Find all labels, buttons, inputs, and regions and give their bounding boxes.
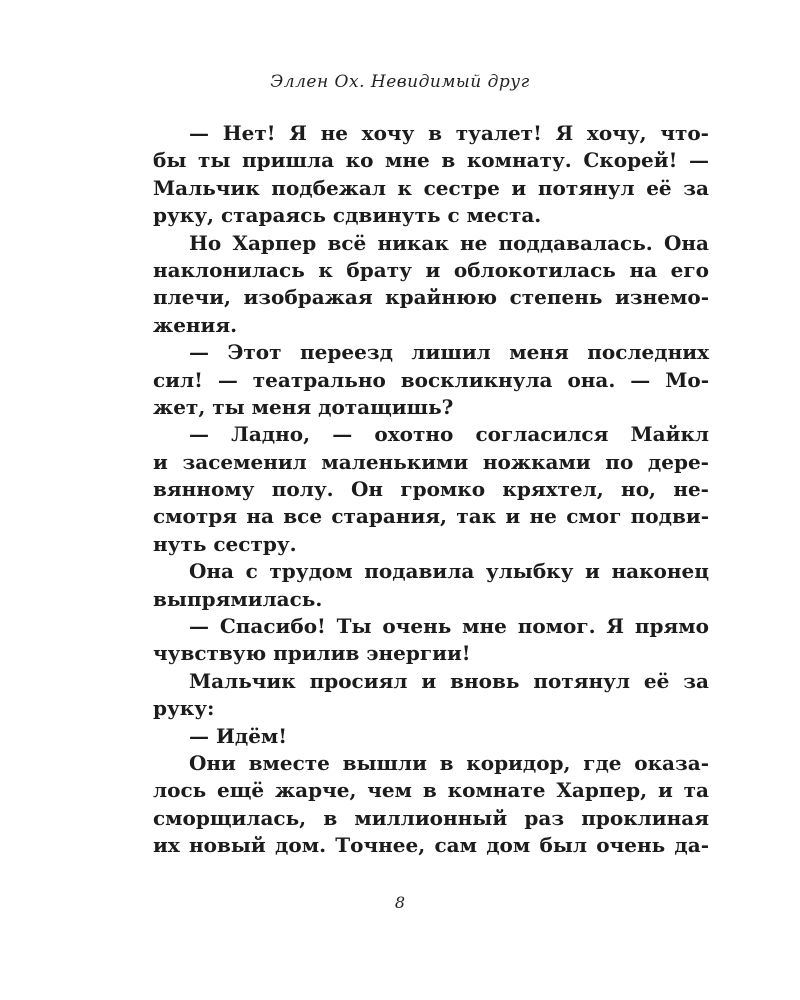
text-line: — Спасибо! Ты очень мне помог. Я прямо: [189, 614, 709, 639]
text-line: Мальчик подбежал к сестре и потянул её за: [153, 175, 709, 200]
text-line: бы ты пришла ко мне в комнату. Скорей! —: [153, 148, 709, 173]
text-line: чувствую прилив энергии!: [153, 641, 471, 666]
text-line: нуть сестру.: [153, 531, 297, 556]
page-number: 8: [394, 893, 406, 912]
body-text: [153, 120, 709, 860]
text-line: наклонилась к брату и облокотилась на его: [153, 257, 709, 282]
text-line: Но Харпер всё никак не поддавалась. Она: [189, 230, 709, 255]
text-line: — Ладно, — охотно согласился Майкл: [189, 422, 709, 447]
text-line: Она с трудом подавила улыбку и наконец: [189, 559, 709, 584]
text-line: сморщилась, в миллионный раз проклиная: [153, 805, 709, 830]
text-line: плечи, изображая крайнюю степень изнемо-: [153, 285, 709, 310]
running-head: Эллен Ох. Невидимый друг: [270, 72, 530, 92]
text-line: руку:: [153, 696, 215, 721]
text-line: жет, ты меня дотащишь?: [153, 394, 454, 419]
text-line: смотря на все старания, так и не смог подви-: [153, 504, 709, 529]
text-line: жения.: [153, 312, 238, 337]
text-line: лось ещё жарче, чем в комнате Харпер, и та: [153, 778, 709, 803]
text-line: руку, стараясь сдвинуть с места.: [153, 203, 542, 228]
text-line: сил! — театрально воскликнула она. — Мо-: [153, 367, 709, 392]
text-line: их новый дом. Точнее, сам дом был очень да-: [153, 833, 709, 858]
text-line: выпрямилась.: [153, 586, 323, 611]
text-line: — Нет! Я не хочу в туалет! Я хочу, что-: [189, 121, 709, 145]
text-line: — Идём!: [189, 723, 288, 748]
text-line: и засеменил маленькими ножками по дере-: [153, 449, 709, 474]
text-line: — Этот переезд лишил меня последних: [189, 340, 709, 365]
text-line: вянному полу. Он громко кряхтел, но, не-: [153, 477, 709, 502]
text-line: Они вместе вышли в коридор, где оказа-: [189, 750, 709, 775]
text-line: Мальчик просиял и вновь потянул её за: [189, 668, 709, 693]
